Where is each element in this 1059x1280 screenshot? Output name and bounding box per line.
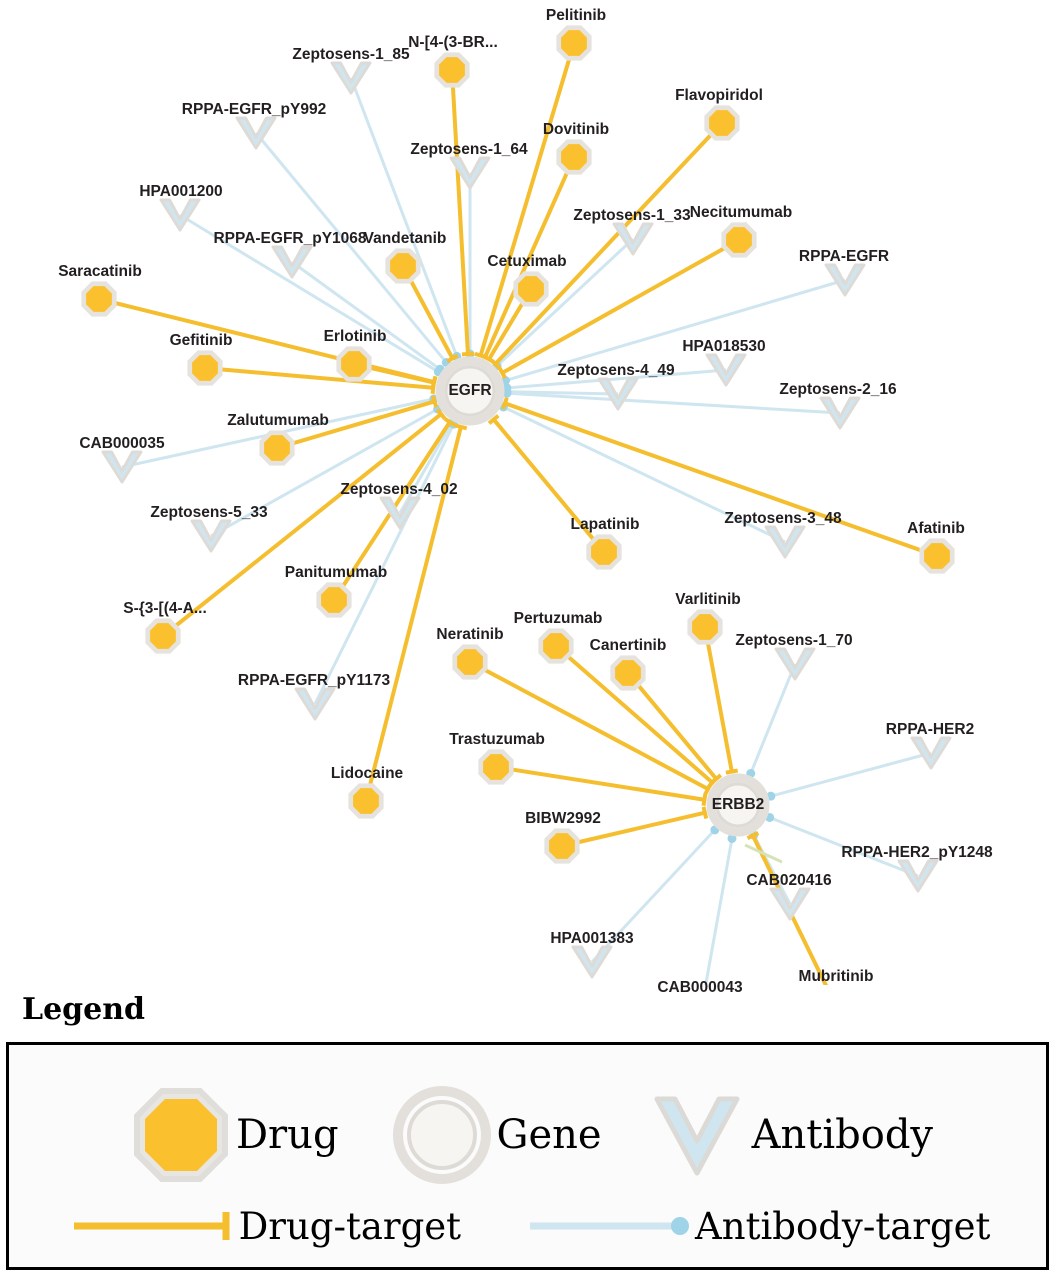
drug-node-label: Zalutumumab bbox=[227, 412, 329, 429]
drug-node-label: N-[4-(3-BR... bbox=[408, 34, 498, 51]
drug-node-label: Pertuzumab bbox=[513, 610, 603, 627]
drug-node[interactable] bbox=[924, 543, 950, 569]
legend-edge-drug-target bbox=[69, 1205, 461, 1248]
drug-node[interactable] bbox=[341, 351, 367, 377]
antibody-node-label: HPA001383 bbox=[550, 930, 634, 947]
drug-node-label: Saracatinib bbox=[58, 263, 142, 280]
antibody-node-label: Zeptosens-1_64 bbox=[410, 141, 528, 158]
antibody-node-label: RPPA-EGFR_pY1173 bbox=[237, 672, 391, 689]
edge-bar-marker bbox=[455, 425, 467, 428]
antibody-node-label: CAB000035 bbox=[79, 435, 165, 452]
drug-node-label: Mubritinib bbox=[798, 968, 874, 985]
drug-node[interactable] bbox=[483, 754, 509, 780]
legend-item-antibody bbox=[642, 1085, 933, 1185]
graph-edge bbox=[628, 673, 716, 779]
antibody-node-label: CAB000043 bbox=[657, 979, 743, 996]
antibody-node-label: Zeptosens-4_49 bbox=[557, 362, 675, 379]
drug-node-label: Vandetanib bbox=[363, 230, 447, 247]
edge-bar-marker bbox=[703, 794, 705, 806]
circle-gene-icon bbox=[387, 1085, 497, 1185]
drug-node-label: Varlitinib bbox=[675, 591, 741, 608]
drug-node[interactable] bbox=[518, 276, 544, 302]
drug-node[interactable] bbox=[561, 30, 587, 56]
edge-bar-marker bbox=[704, 807, 707, 819]
drug-node[interactable] bbox=[321, 587, 347, 613]
antibody-node-label: RPPA-EGFR_pY992 bbox=[181, 101, 327, 118]
graph-edge bbox=[701, 838, 732, 985]
antibody-node-label: RPPA-EGFR bbox=[798, 248, 890, 265]
drug-node-label: Canertinib bbox=[589, 637, 667, 654]
legend-label-antibody: Antibody bbox=[751, 1112, 934, 1158]
drug-node[interactable] bbox=[457, 649, 483, 675]
antibody-node-label: Zeptosens-1_85 bbox=[292, 46, 410, 63]
edge-bar-marker bbox=[726, 770, 738, 772]
antibody-node-label: RPPA-HER2 bbox=[885, 721, 975, 738]
drug-node-label: Erlotinib bbox=[323, 328, 387, 345]
drug-node[interactable] bbox=[709, 110, 735, 136]
drug-node[interactable] bbox=[353, 788, 379, 814]
legend-edge-antibody-target bbox=[525, 1205, 990, 1248]
drug-node-label: Gefitinib bbox=[169, 332, 233, 349]
drug-node[interactable] bbox=[591, 539, 617, 565]
drug-node[interactable] bbox=[439, 57, 465, 83]
drug-node-label: S-{3-[(4-A... bbox=[123, 600, 207, 617]
edge-bar-marker bbox=[433, 382, 434, 394]
drug-target-edge-icon bbox=[69, 1206, 239, 1246]
drug-node-label: Necitumumab bbox=[689, 204, 793, 221]
gene-node-label: ERBB2 bbox=[711, 796, 765, 813]
drug-node[interactable] bbox=[150, 623, 176, 649]
drug-node-label: Cetuximab bbox=[487, 253, 567, 270]
drug-node[interactable] bbox=[692, 614, 718, 640]
antibody-node-label: Zeptosens-2_16 bbox=[779, 381, 897, 398]
antibody-node-label: CAB020416 bbox=[746, 872, 832, 889]
drug-node[interactable] bbox=[549, 833, 575, 859]
drug-node-label: Afatinib bbox=[907, 520, 965, 537]
graph-edge bbox=[751, 664, 795, 773]
graph-edge bbox=[705, 627, 732, 772]
octagon-drug-icon bbox=[126, 1085, 236, 1185]
drug-node[interactable] bbox=[390, 253, 416, 279]
drug-node-label: Dovitinib bbox=[542, 121, 610, 138]
antibody-node-label: HPA001200 bbox=[139, 183, 223, 200]
drug-node-label: Pelitinib bbox=[545, 7, 607, 24]
chevron-antibody-icon bbox=[642, 1085, 752, 1185]
legend-label-antibody-target: Antibody-target bbox=[695, 1204, 991, 1248]
drug-node[interactable] bbox=[615, 660, 641, 686]
drug-node[interactable] bbox=[726, 227, 752, 253]
legend-label-drug-target: Drug-target bbox=[238, 1204, 462, 1248]
legend-label-drug: Drug bbox=[235, 1112, 339, 1158]
legend-item-drug bbox=[126, 1085, 339, 1185]
drug-node-label: Lapatinib bbox=[570, 516, 640, 533]
legend-item-gene bbox=[387, 1085, 602, 1185]
drug-node[interactable] bbox=[86, 286, 112, 312]
drug-node[interactable] bbox=[543, 633, 569, 659]
drug-node[interactable] bbox=[264, 435, 290, 461]
antibody-node-label: RPPA-HER2_pY1248 bbox=[841, 844, 993, 861]
antibody-node-label: Zeptosens-5_33 bbox=[150, 504, 268, 521]
drug-node[interactable] bbox=[192, 355, 218, 381]
graph-edge bbox=[771, 753, 931, 796]
drug-node[interactable] bbox=[561, 144, 587, 170]
antibody-node-label: Zeptosens-1_33 bbox=[573, 207, 691, 224]
graph-edge bbox=[205, 368, 433, 388]
antibody-target-edge-icon bbox=[525, 1206, 695, 1246]
antibody-node-label: HPA018530 bbox=[682, 338, 766, 355]
drug-node-label: Neratinib bbox=[436, 626, 504, 643]
antibody-node-label: RPPA-EGFR_pY1068 bbox=[213, 230, 367, 247]
edge-bar-marker bbox=[462, 354, 474, 355]
drug-node-label: Panitumumab bbox=[284, 564, 388, 581]
antibody-node-label: Zeptosens-3_48 bbox=[724, 510, 842, 527]
legend-title: Legend bbox=[22, 992, 146, 1027]
drug-node-label: Lidocaine bbox=[330, 765, 404, 782]
drug-node-label: Trastuzumab bbox=[449, 731, 545, 748]
graph-edge bbox=[505, 280, 845, 380]
gene-node-label: EGFR bbox=[448, 382, 492, 399]
drug-node-label: BIBW2992 bbox=[525, 810, 601, 827]
legend-label-gene: Gene bbox=[496, 1112, 602, 1158]
legend-symbol-row bbox=[0, 1080, 1059, 1190]
antibody-node-label: Zeptosens-4_02 bbox=[340, 481, 458, 498]
legend-edge-row bbox=[0, 1196, 1059, 1256]
drug-node-label: Flavopiridol bbox=[675, 87, 763, 104]
antibody-node-label: Zeptosens-1_70 bbox=[735, 632, 853, 649]
graph-edge bbox=[452, 70, 468, 354]
